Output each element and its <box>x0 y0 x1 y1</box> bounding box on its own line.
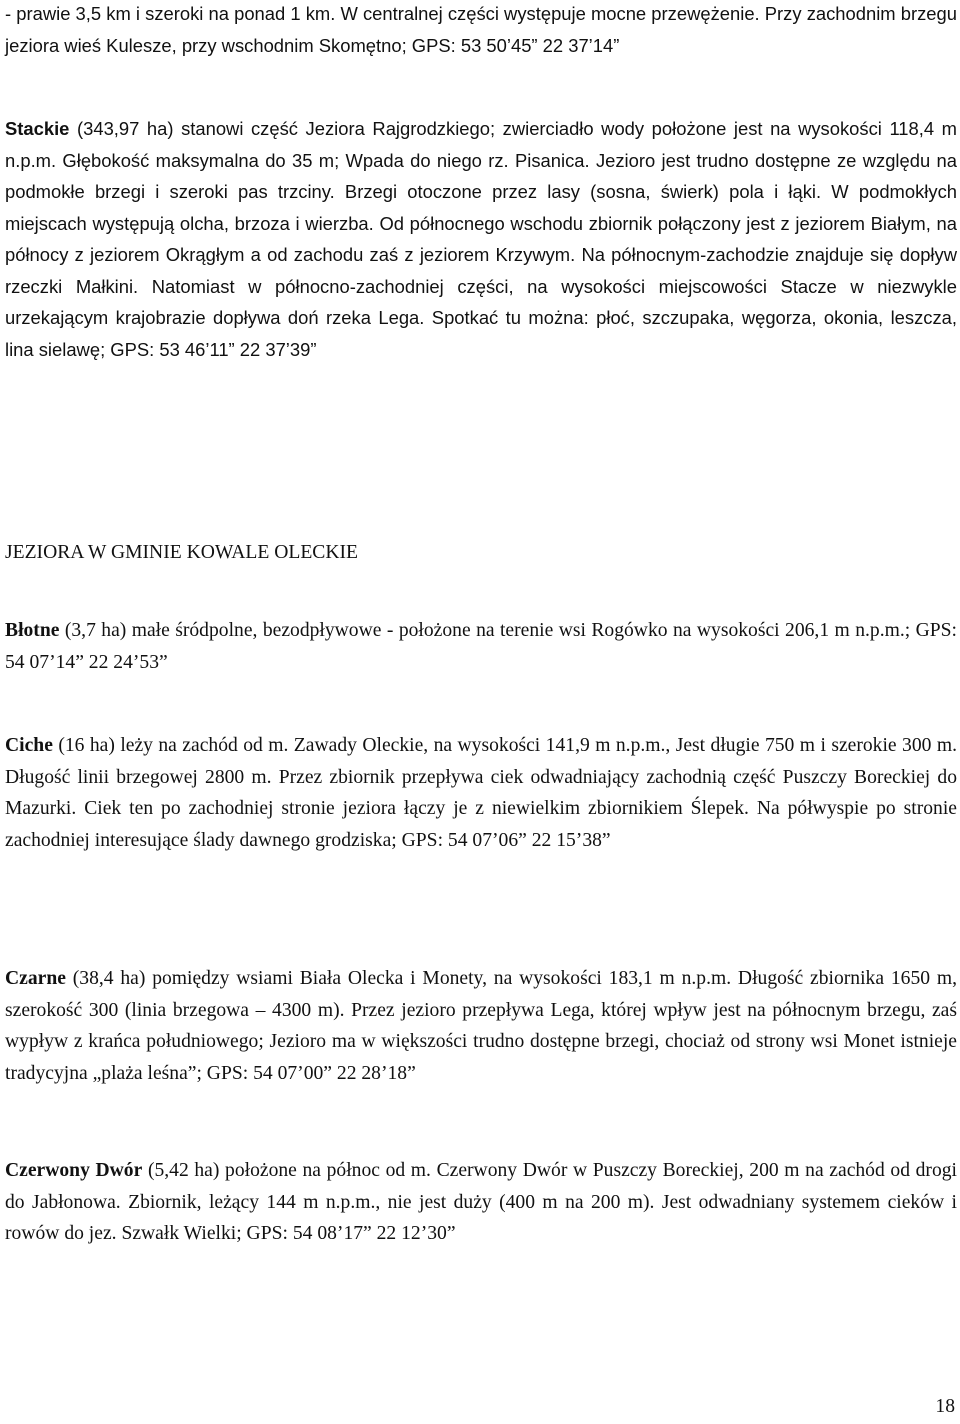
lake-name-ciche: Ciche <box>5 735 53 756</box>
paragraph-stackie <box>5 113 957 365</box>
paragraph-czerwony-dwor <box>5 1155 957 1250</box>
paragraph-blotne <box>5 615 957 678</box>
paragraph-intro <box>5 0 957 61</box>
section-heading: JEZIORA W GMINIE KOWALE OLECKIE <box>5 542 359 563</box>
paragraph-blotne-text: (3,7 ha) małe śródpolne, bezodpływowe - położone na terenie wsi Rogówko na wysokości 206,1 m n.p.m.; GPS: 54 07’14” 22 24’53” <box>5 620 957 673</box>
lake-name-blotne: Błotne <box>5 620 60 641</box>
paragraph-ciche-text: (16 ha) leży na zachód od m. Zawady Oleckie, na wysokości 141,9 m n.p.m., Jest długie 750 m i szerokie 300 m. Długość linii brzegowej 2800 m. Przez zbiornik przepływa ciek odwadniający zachodnią część Puszczy Boreckiej do Mazurki. Ciek ten po zachodniej stronie jeziora łączy je z niewielkim zbiornikiem Ślepek. Na półwyspie po stronie zachodniej interesujące ślady dawnego grodziska; GPS: 54 07’06” 22 15’38” <box>5 735 957 851</box>
lake-name-stackie: Stackie <box>5 118 70 139</box>
lake-name-czerwony-dwor: Czerwony Dwór <box>5 1160 143 1181</box>
paragraph-ciche <box>5 730 957 856</box>
paragraph-czarne <box>5 963 957 1089</box>
paragraph-intro-text: - prawie 3,5 km i szeroki na ponad 1 km. W centralnej części występuje mocne przewężenie. Przy zachodnim brzegu jeziora wieś Kulesze, przy wschodnim Skomętno; GPS: 53 50’45” 22 37’14” <box>5 3 957 56</box>
lake-name-czarne: Czarne <box>5 968 66 989</box>
paragraph-czarne-text: (38,4 ha) pomiędzy wsiami Biała Olecka i Monety, na wysokości 183,1 m n.p.m. Długość zbiornika 1650 m, szerokość 300 (linia brzegowa – 4300 m). Przez jezioro przepływa Lega, której wpływ jest na północnym brzegu, zaś wypływ z krańca południowego; Jezioro ma w większości trudno dostępne brzegi, chociaż od strony wsi Monet istnieje tradycyjna „plaża leśna”; GPS: 54 07’00” 22 28’18” <box>5 968 957 1084</box>
paragraph-czerwony-dwor-text: (5,42 ha) położone na północ od m. Czerwony Dwór w Puszczy Boreckiej, 200 m na zachód od drogi do Jabłonowa. Zbiornik, leżący 144 m n.p.m., nie jest duży (400 m na 200 m). Jest odwadniany systemem cieków i rowów do jez. Szwałk Wielki; GPS: 54 08’17” 22 12’30” <box>5 1160 957 1244</box>
paragraph-stackie-text: (343,97 ha) stanowi część Jeziora Rajgrodzkiego; zwierciadło wody położone jest na wysokości 118,4 m n.p.m. Głębokość maksymalna do 35 m; Wpada do niego rz. Pisanica. Jezioro jest trudno dostępne ze względu na podmokłe brzegi i szeroki pas trzciny. Brzegi otoczone przez lasy (sosna, świerk) pola i łąki. W podmokłych miejscach występują olcha, brzoza i wierzba. Od północnego wschodu zbiornik połączony jest z jeziorem Białym, na północy z jeziorem Okrągłym a od zachodu zaś z jeziorem Krzywym. Na północnym-zachodzie znajduje się dopływ rzeczki Małkini. Natomiast w północno-zachodniej części, na wysokości miejscowości Stacze w niezwykle urzekającym krajobrazie dopływa doń rzeka Lega. Spotkać tu można: płoć, szczupaka, węgorza, okonia, leszcza, lina sielawę; GPS: 53 46’11” 22 37’39” <box>5 118 957 360</box>
page-number: 18 <box>935 1396 955 1417</box>
